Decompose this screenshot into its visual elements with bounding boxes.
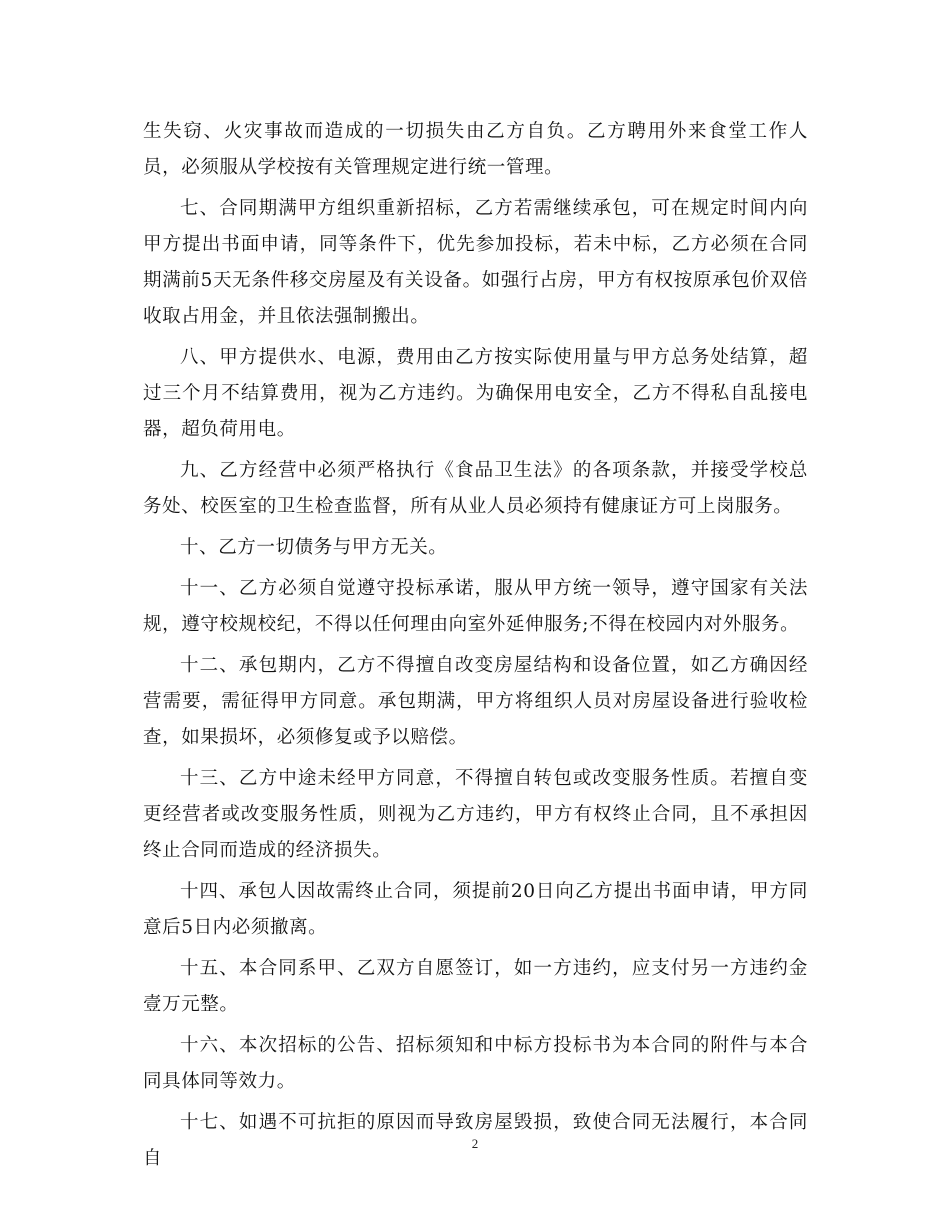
page-number: 2 [471, 1136, 479, 1151]
paragraph-clause-16: 十六、本次招标的公告、招标须知和中标方投标书为本合同的附件与本合同具体同等效力。 [143, 1035, 808, 1092]
paragraph-continued: 生失窃、火灾事故而造成的一切损失由乙方自负。乙方聘用外来食堂工作人员，必须服从学校按有关管理规定进行统一管理。 [143, 121, 808, 178]
paragraph-clause-12: 十二、承包期内，乙方不得擅自改变房屋结构和设备位置，如乙方确因经营需要，需征得甲方同意。承包期满，甲方将组织人员对房屋设备进行验收检查，如果损坏，必须修复或予以赔偿。 [143, 655, 808, 748]
paragraph-clause-15: 十五、本合同系甲、乙双方自愿签订，如一方违约，应支付另一方违约金壹万元整。 [143, 958, 808, 1015]
paragraph-clause-10: 十、乙方一切债务与甲方无关。 [180, 537, 448, 558]
paragraph-clause-9: 九、乙方经营中必须严格执行《食品卫生法》的各项条款，并接受学校总务处、校医室的卫生检查监督，所有从业人员必须持有健康证方可上岗服务。 [143, 460, 808, 517]
paragraph-clause-8: 八、甲方提供水、电源，费用由乙方按实际使用量与甲方总务处结算，超过三个月不结算费用，视为乙方违约。为确保用电安全，乙方不得私自乱接电器，超负荷用电。 [143, 347, 808, 440]
paragraph-clause-14: 十四、承包人因故需终止合同，须提前20日向乙方提出书面申请，甲方同意后5日内必须撤离。 [143, 881, 808, 938]
paragraph-clause-7: 七、合同期满甲方组织重新招标，乙方若需继续承包，可在规定时间内向甲方提出书面申请，同等条件下，优先参加投标，若未中标，乙方必须在合同期满前5天无条件移交房屋及有关设备。如强行占房，甲方有权按原承包价双倍收取占用金，并且依法强制搬出。 [143, 198, 808, 327]
paragraph-clause-13: 十三、乙方中途未经甲方同意，不得擅自转包或改变服务性质。若擅自变更经营者或改变服务性质，则视为乙方违约，甲方有权终止合同，且不承担因终止合同而造成的经济损失。 [143, 768, 808, 861]
paragraph-clause-17: 十七、如遇不可抗拒的原因而导致房屋毁损，致使合同无法履行，本合同自 [143, 1112, 808, 1169]
document-body [143, 114, 808, 1182]
paragraph-clause-11: 十一、乙方必须自觉遵守投标承诺，服从甲方统一领导，遵守国家有关法规，遵守校规校纪，不得以任何理由向室外延伸服务;不得在校园内对外服务。 [143, 578, 808, 635]
